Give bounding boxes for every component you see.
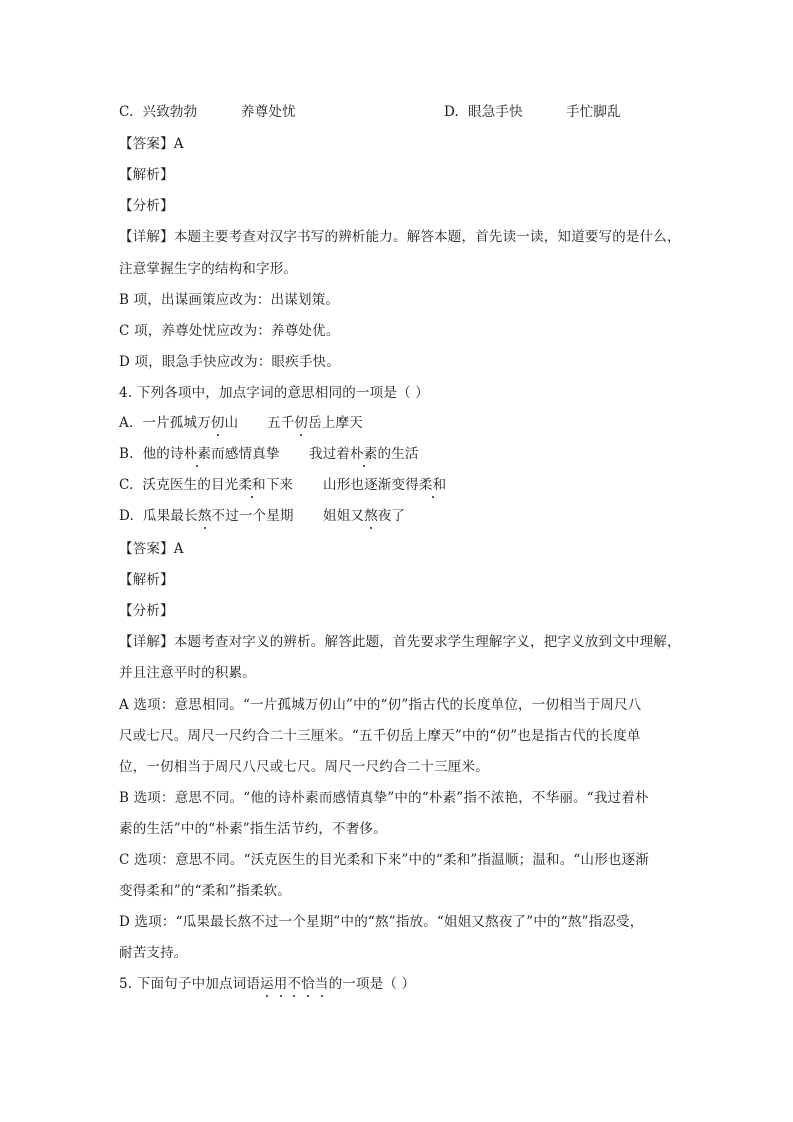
q4-option-a-phrase2-pre: 五千 — [267, 415, 295, 431]
q4-analysis-c-line2: 变得柔和”的“柔和”指柔软。 — [119, 883, 292, 899]
q4-option-c-phrase1-pre: 沃克医生的目光 — [142, 477, 239, 493]
q4-option-b-phrase1-post: 而感情真挚 — [211, 446, 280, 462]
q4-analysis-a-line1: A 选项：意思相同。“一片孤城万仞山”中的“仞”指古代的长度单位，一仞相当于周尺八 — [119, 697, 642, 713]
q4-xiangjie-text: 本题考查对字义的辨析。解答此题，首先要求学生理解字义，把字义放到文中理解， — [173, 634, 681, 650]
q4-option-c-phrase2-pre: 山形也逐渐变得 — [323, 477, 419, 493]
q4-xiangjie-line2: 并且注意平时的积累。 — [119, 665, 256, 681]
q3-fix-d: D 项，眼急手快应改为：眼疾手快。 — [119, 354, 341, 370]
q3-answer: 【答案】A — [119, 136, 184, 152]
q4-option-b-phrase2-dotted: 朴素 — [350, 446, 378, 462]
q4-analysis-a-line3: 位，一仞相当于周尺八尺或七尺。周尺一尺约合二十三厘米。 — [119, 759, 489, 775]
q5-stem-dotted-char: 运 — [260, 976, 274, 992]
q4-stem: 4. 下列各项中，加点字词的意思相同的一项是（ ） — [119, 385, 429, 401]
q4-answer: 【答案】A — [119, 541, 184, 557]
q4-option-b-phrase1-dotted: 朴素 — [183, 446, 212, 462]
q5-stem-dotted-char: 不 — [287, 976, 302, 992]
q4-option-b-phrase1-pre: 他的诗 — [142, 446, 184, 462]
q4-option-d-phrase2-post: 夜了 — [377, 508, 406, 524]
q5-stem-dotted-char: 用 — [273, 976, 288, 992]
q5-stem-dotted-char: 当 — [314, 976, 329, 992]
q4-fenxi-heading: 【分析】 — [119, 603, 174, 619]
q3-option-d-word2: 手忙脚乱 — [566, 104, 621, 120]
q4-option-d-phrase2-dotted: 熬 — [364, 508, 378, 524]
q3-fenxi-heading: 【分析】 — [119, 198, 174, 214]
q4-option-d-phrase1-post: 不过一个星期 — [211, 508, 294, 524]
q4-option-c-phrase2-dotted: 柔和 — [418, 477, 447, 493]
q3-option-d-label: D. — [444, 104, 460, 120]
q4-option-d-label: D. — [119, 508, 135, 524]
q4-option-c-phrase1-dotted: 柔和 — [238, 477, 266, 493]
q5-stem-dotted-char: 恰 — [301, 976, 315, 992]
q4-xiangjie-tag: 【详解】 — [119, 634, 174, 650]
q4-option-a-phrase1-pre: 一片孤城万 — [142, 415, 211, 431]
q4-jiexi-heading: 【解析】 — [119, 572, 174, 588]
q4-analysis-c-line1: C 选项：意思不同。“沃克医生的目光柔和下来”中的“柔和”指温顺；温和。“山形也逐渐 — [119, 852, 650, 868]
q3-option-d-word1: 眼急手快 — [468, 104, 523, 120]
q4-analysis-d-line1: D 选项：“瓜果最长熬不过一个星期”中的“熬”指放。“姐姐又熬夜了”中的“熬”指忍受， — [119, 914, 644, 930]
q3-option-c-label: C. — [119, 104, 134, 120]
q3-jiexi-heading: 【解析】 — [119, 167, 174, 183]
q4-option-b-label: B. — [119, 446, 134, 462]
q4-option-b-phrase2-pre: 我过着 — [309, 446, 351, 462]
q4-option-a-phrase2-post: 岳上摩天 — [308, 415, 363, 431]
q4-option-a-phrase2-dotted: 仞 — [294, 415, 309, 431]
q4-analysis-a-line2: 尺或七尺。周尺一尺约合二十三厘米。“五千仞岳上摩天”中的“仞”也是指古代的长度单 — [119, 728, 641, 744]
q4-option-a-phrase1-dotted: 仞 — [210, 415, 225, 431]
q3-xiangjie-line2: 注意掌握生字的结构和字形。 — [119, 261, 298, 277]
q3-xiangjie-text: 本题主要考查对汉字书写的辨析能力。解答本题，首先读一读，知道要写的是什么， — [173, 229, 681, 245]
q3-option-c — [119, 103, 197, 121]
q3-xiangjie-line1 — [119, 228, 681, 246]
q5-stem — [119, 975, 415, 993]
q4-analysis-b-line1: B 选项：意思不同。“他的诗朴素而感情真挚”中的“朴素”指不浓艳，不华丽。“我过着朴 — [119, 790, 649, 806]
q4-option-a-phrase1-post: 山 — [224, 415, 239, 431]
q4-analysis-d-line2: 耐苦支持。 — [119, 945, 188, 961]
q5-stem-post: 的一项是（ ） — [328, 976, 416, 992]
q4-option-b-phrase2-post: 的生活 — [377, 446, 419, 462]
q3-fix-c: C 项，养尊处忧应改为：养尊处优。 — [119, 323, 340, 339]
q4-analysis-b-line2: 素的生活”中的“朴素”指生活节约，不奢侈。 — [119, 821, 387, 837]
q4-option-d-phrase1-pre: 瓜果最长 — [143, 508, 198, 524]
q3-option-c-word2: 养尊处忧 — [241, 104, 296, 120]
q3-fix-b: B 项，出谋画策应改为：出谋划策。 — [119, 292, 340, 308]
q5-stem-pre: 5. 下面句子中加点词语 — [119, 976, 261, 992]
q4-xiangjie-line1 — [119, 633, 681, 651]
q3-option-c-word1: 兴致勃勃 — [142, 104, 198, 120]
q4-option-d-phrase2-pre: 姐姐又 — [323, 508, 365, 524]
q4-option-d-phrase1-dotted: 熬 — [197, 508, 212, 524]
q4-option-c-phrase1-post: 下来 — [265, 477, 294, 493]
q3-xiangjie-tag: 【详解】 — [119, 229, 174, 245]
q4-option-a-label: A. — [119, 415, 134, 431]
q3-option-d — [444, 103, 523, 121]
q4-option-c-label: C. — [119, 477, 134, 493]
